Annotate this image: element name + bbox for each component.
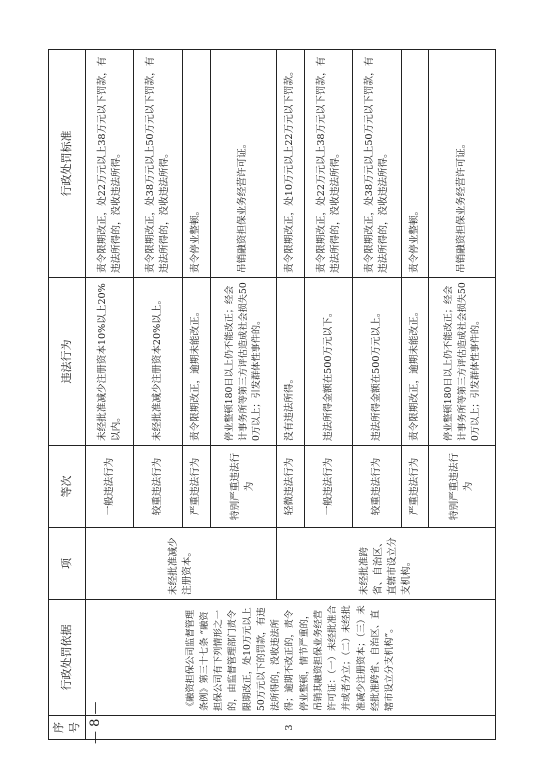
violation-cell: 停业整顿180日以上仍不能改正；经会计事务所等第三方评估造成社会损失500万以上；引发群体性事件的。 xyxy=(210,278,276,446)
violation-cell: 责令限期改正，逾期未能改正。 xyxy=(401,278,429,446)
standard-cell: 责令停业整顿。 xyxy=(182,50,210,278)
violation-cell: 违法所得金额在500万元以上。 xyxy=(353,278,401,446)
basis-cell: 《融资担保公司监督管理条例》第三十七条 “融资担保公司有下列情形之一的，由监督管理部门责令限期改正，处10万元以上50万元以下的罚款，有违法所得的，没收违法所得；逾期不改正的，责令停业整顿，情节严重的，吊销其融资担保业务经营许可证：（一）未经批准合并或者分立；（二）未经批准减少注册资本；（三）未经批准跨省、自治区、直辖市设立分支机构”。 xyxy=(85,600,495,716)
standard-cell: 责令限期改正，处38万元以上50万元以下罚款，有违法所得的，没收违法所得。 xyxy=(353,50,401,278)
grade-cell: 严重违法行为 xyxy=(401,446,429,528)
header-violation: 违法行为 xyxy=(49,278,86,446)
violation-cell: 没有违法所得。 xyxy=(276,278,304,446)
table-header-row xyxy=(49,50,86,740)
standard-cell: 责令限期改正，处22万元以上38万元以下罚款，有违法所得的，没收违法所得。 xyxy=(304,50,352,278)
violation-cell: 未经批准减少注册资本10%以上20%以内。 xyxy=(85,278,133,446)
violation-cell: 违法所得金额在500万元以下。 xyxy=(304,278,352,446)
grade-cell: 一般违法行为 xyxy=(85,446,133,528)
seq-cell: 3 xyxy=(85,716,495,740)
header-basis: 行政处罚依据 xyxy=(49,600,86,716)
header-standard: 行政处罚标准 xyxy=(49,50,86,278)
standard-cell: 吊销融资担保业务经营许可证。 xyxy=(429,50,496,278)
standard-cell: 吊销融资担保业务经营许可证。 xyxy=(210,50,276,278)
standard-cell: 责令停业整顿。 xyxy=(401,50,429,278)
grade-cell: 特别严重违法行为 xyxy=(210,446,276,528)
violation-cell: 停业整顿180日以上仍不能改正；经会计事务所等第三方评估造成社会损失500万以上；引发群体性事件的。 xyxy=(429,278,496,446)
grade-cell: 特别严重违法行为 xyxy=(429,446,496,528)
grade-cell: 一般违法行为 xyxy=(304,446,352,528)
grade-cell: 严重违法行为 xyxy=(182,446,210,528)
rotated-page xyxy=(48,50,496,740)
violation-cell: 未经批准减少注册资本20%以上。 xyxy=(134,278,182,446)
grade-cell: 较重违法行为 xyxy=(353,446,401,528)
standard-cell: 责令限期改正，处38万元以上50万元以下罚款，有违法所得的，没收违法所得。 xyxy=(134,50,182,278)
header-grade: 等次 xyxy=(49,446,86,528)
header-seq: 序号 xyxy=(49,716,86,740)
item-cell: 未经批准跨省、自治区、直辖市设立分支机构。 xyxy=(276,528,495,600)
header-item: 项 xyxy=(49,528,86,600)
table-row xyxy=(85,50,133,740)
grade-cell: 轻微违法行为 xyxy=(276,446,304,528)
penalty-standard-table xyxy=(48,49,496,740)
item-cell: 未经批准减少注册资本。 xyxy=(85,528,276,600)
violation-cell: 责令限期改正，逾期未能改正。 xyxy=(182,278,210,446)
grade-cell: 较重违法行为 xyxy=(134,446,182,528)
standard-cell: 责令限期改正，处22万元以上38万元以下罚款，有违法所得的，没收违法所得。 xyxy=(85,50,133,278)
page-number: — 8 — xyxy=(88,701,103,744)
standard-cell: 责令限期改正，处10万元以上22万元以下罚款。 xyxy=(276,50,304,278)
